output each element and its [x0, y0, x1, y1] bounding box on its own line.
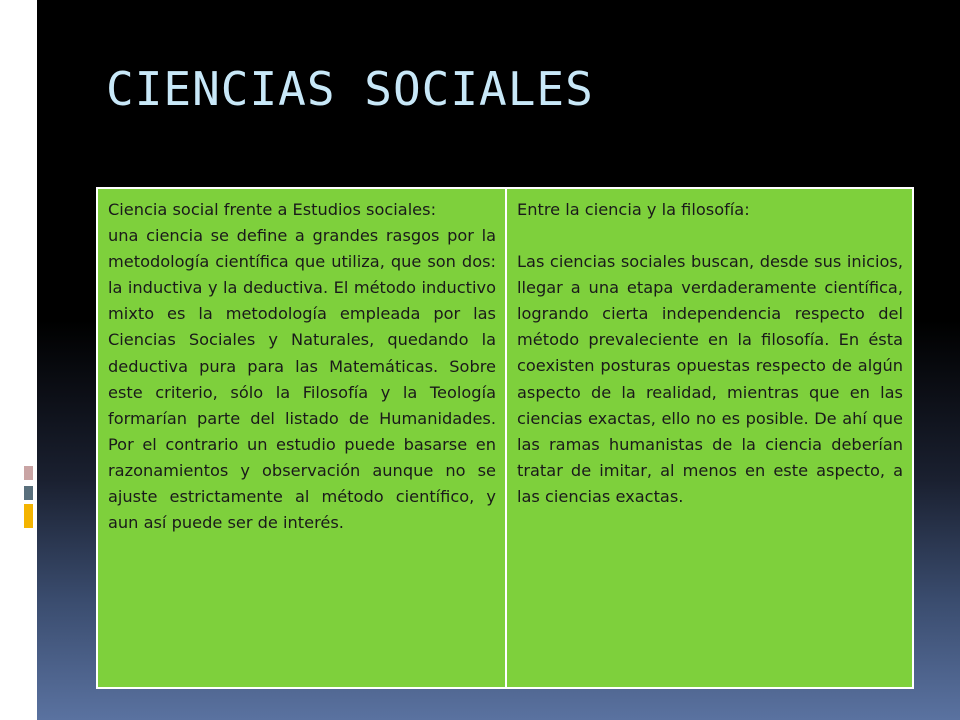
- slide-title: CIENCIAS SOCIALES: [106, 62, 594, 116]
- left-white-strip: [0, 0, 37, 720]
- right-cell-heading: Entre la ciencia y la filosofía:: [517, 200, 750, 219]
- accent-bar-rose: [24, 466, 33, 480]
- left-cell-body: una ciencia se define a grandes rasgos por la metodología científica que utiliza, que son dos: la inductiva y la deductiva. El método inductivo mixto es la metodología empleada por las Ciencias Sociales y Naturales, quedando la deductiva pura para las Matemáticas. Sobre este criterio, sólo la Filosofía y la Teología formarían parte del listado de Humanidades. Por el contrario un estudio puede basarse en razonamientos y observación aunque no se ajuste estrictamente al método científico, y aun así puede ser de interés.: [108, 226, 496, 533]
- right-cell-body: Las ciencias sociales buscan, desde sus inicios, llegar a una etapa verdaderamente científica, logrando cierta independencia respecto del método prevaleciente en la filosofía. En ésta coexisten posturas opuestas respecto de algún aspecto de la realidad, mientras que en las ciencias exactas, ello no es posible. De ahí que las ramas humanistas de la ciencia deberían tratar de imitar, al menos en este aspecto, a las ciencias exactas.: [517, 252, 903, 506]
- left-cell-heading: Ciencia social frente a Estudios sociales:: [108, 200, 437, 219]
- content-table: [96, 187, 914, 689]
- right-cell: [505, 189, 912, 687]
- left-cell: [98, 189, 505, 687]
- accent-bar-gold: [24, 504, 33, 528]
- accent-bar-slate: [24, 486, 33, 500]
- right-cell-spacer: [517, 223, 903, 249]
